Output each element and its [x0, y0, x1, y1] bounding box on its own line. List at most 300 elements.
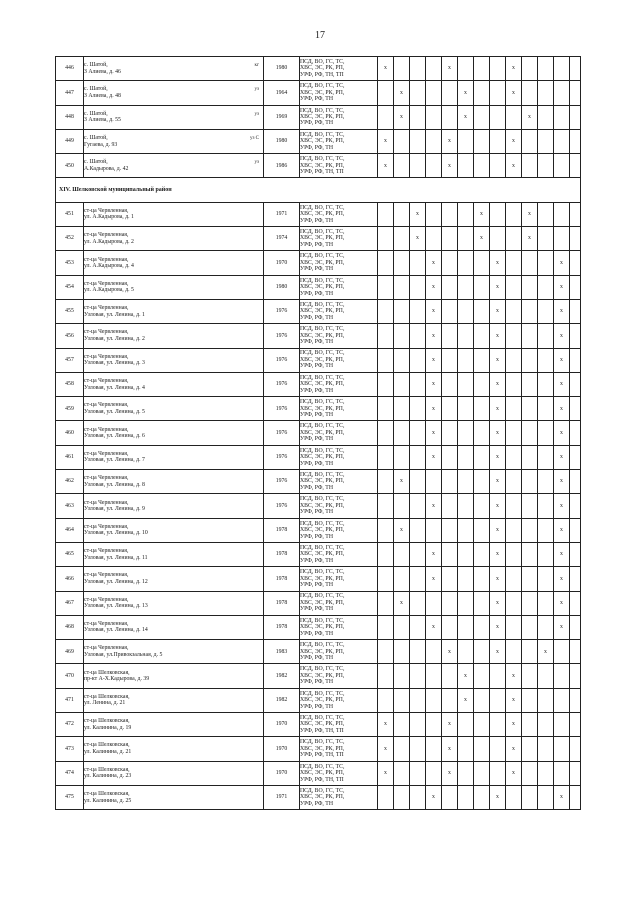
schedule-cell — [410, 688, 426, 712]
year-built: 1983 — [264, 640, 300, 664]
schedule-cell — [458, 567, 474, 591]
works-line: ХВС, ЭС, РК, РП, — [300, 672, 345, 679]
schedule-cell — [442, 737, 458, 761]
schedule-cell — [442, 640, 458, 664]
schedule-cell — [474, 737, 490, 761]
schedule-cell — [458, 664, 474, 688]
schedule-cell — [458, 421, 474, 445]
schedule-cell — [490, 324, 506, 348]
address-line-2: ул. А.Кадырова, д. 4 — [84, 263, 134, 270]
row-number: 455 — [56, 299, 84, 323]
schedule-cell — [522, 615, 538, 639]
year-built: 1980 — [264, 275, 300, 299]
row-number: 471 — [56, 688, 84, 712]
schedule-cell — [458, 785, 474, 809]
schedule-cell — [506, 372, 522, 396]
works-line: ПСД, ВО, ГС, ТС, — [300, 690, 345, 697]
schedule-cell — [378, 57, 394, 81]
check-mark: x — [400, 599, 403, 606]
table-body-before — [56, 57, 581, 178]
check-mark: x — [432, 454, 435, 461]
schedule-cell — [378, 737, 394, 761]
schedule-cell — [490, 494, 506, 518]
year-built: 1976 — [264, 348, 300, 372]
schedule-cell — [442, 470, 458, 494]
schedule-cell — [442, 81, 458, 105]
schedule-cell — [378, 713, 394, 737]
address-line-2: Узловая, ул. Ленина, д. 11 — [84, 554, 148, 561]
schedule-cell — [426, 227, 442, 251]
address-cell — [84, 105, 264, 129]
check-mark: x — [512, 721, 515, 728]
schedule-cell — [538, 299, 554, 323]
address-cell — [84, 324, 264, 348]
works-line: УРФ, РФ, ТН — [300, 679, 334, 686]
address-line-1: ст-ца Червленная, — [84, 305, 129, 312]
schedule-cell — [522, 202, 538, 226]
schedule-cell — [474, 445, 490, 469]
schedule-cell — [538, 664, 554, 688]
check-mark: x — [560, 794, 563, 801]
trailing-cell — [570, 348, 581, 372]
year-built: 1974 — [264, 227, 300, 251]
schedule-cell — [554, 129, 570, 153]
schedule-cell — [410, 251, 426, 275]
trailing-cell — [570, 81, 581, 105]
check-mark: x — [432, 381, 435, 388]
row-number: 456 — [56, 324, 84, 348]
table-row — [56, 567, 581, 591]
works-line: ХВС, ЭС, РК, РП, — [300, 405, 345, 412]
works-list-cell — [300, 591, 378, 615]
schedule-cell — [442, 227, 458, 251]
works-line: УРФ, РФ, ТН — [300, 96, 334, 103]
schedule-cell — [410, 591, 426, 615]
schedule-cell — [506, 542, 522, 566]
schedule-cell — [458, 129, 474, 153]
check-mark: x — [560, 502, 563, 509]
schedule-cell — [378, 542, 394, 566]
schedule-cell — [394, 227, 410, 251]
schedule-cell — [394, 105, 410, 129]
check-mark: x — [432, 405, 435, 412]
schedule-cell — [442, 688, 458, 712]
check-mark: x — [448, 138, 451, 145]
table-row — [56, 713, 581, 737]
works-line: ПСД, ВО, ГС, ТС, — [300, 156, 345, 163]
works-line: ХВС, ЭС, РК, РП, — [300, 381, 345, 388]
address-line-2: пр-кт А-Х.Кадырова, д. 39 — [84, 676, 150, 683]
address-cell — [84, 494, 264, 518]
trailing-cell — [570, 737, 581, 761]
schedule-cell — [506, 785, 522, 809]
works-list-cell — [300, 275, 378, 299]
schedule-cell — [410, 372, 426, 396]
schedule-cell — [378, 640, 394, 664]
table-body-after — [56, 202, 581, 809]
address-line-1: ст-ца Червленная, — [84, 353, 129, 360]
schedule-cell — [442, 372, 458, 396]
schedule-cell — [506, 664, 522, 688]
schedule-cell — [490, 251, 506, 275]
schedule-cell — [426, 324, 442, 348]
works-line: УРФ, РФ, ТН, ТП — [300, 71, 344, 78]
trailing-cell — [570, 615, 581, 639]
works-list-cell — [300, 227, 378, 251]
schedule-cell — [506, 275, 522, 299]
address-line-1: ст-ца Червленная, — [84, 475, 129, 482]
schedule-cell — [426, 348, 442, 372]
works-list-cell — [300, 567, 378, 591]
table-row — [56, 397, 581, 421]
address-line-1: ст-ца Шелковская, — [84, 669, 130, 676]
schedule-cell — [394, 591, 410, 615]
schedule-cell — [410, 470, 426, 494]
check-mark: x — [464, 697, 467, 704]
address-line-2: ул. А.Кадырова, д. 5 — [84, 287, 134, 294]
address-line-2: ул. Ленина, д. 21 — [84, 700, 126, 707]
schedule-cell — [474, 761, 490, 785]
schedule-cell — [426, 372, 442, 396]
check-mark: x — [560, 599, 563, 606]
works-list-cell — [300, 713, 378, 737]
schedule-cell — [554, 761, 570, 785]
schedule-cell — [442, 518, 458, 542]
schedule-cell — [378, 372, 394, 396]
works-line: ХВС, ЭС, РК, РП, — [300, 259, 345, 266]
section-title: XIV. Шелковской муниципальный район — [56, 178, 581, 202]
schedule-cell — [554, 615, 570, 639]
page-number: 17 — [315, 30, 325, 41]
check-mark: x — [560, 405, 563, 412]
address-cell — [84, 615, 264, 639]
year-built: 1976 — [264, 494, 300, 518]
address-cell — [84, 713, 264, 737]
address-line-2: ул. А.Кадырова, д. 1 — [84, 214, 134, 221]
works-line: ПСД, ВО, ГС, ТС, — [300, 326, 345, 333]
check-mark: x — [560, 429, 563, 436]
schedule-cell — [394, 713, 410, 737]
schedule-cell — [506, 713, 522, 737]
works-line: ПСД, ВО, ГС, ТС, — [300, 763, 345, 770]
schedule-cell — [538, 470, 554, 494]
row-number: 467 — [56, 591, 84, 615]
schedule-cell — [538, 81, 554, 105]
trailing-cell — [570, 397, 581, 421]
schedule-cell — [394, 57, 410, 81]
schedule-cell — [410, 154, 426, 178]
section-header-body — [56, 178, 581, 202]
address-line-2: ул. Калинина, д. 19 — [84, 724, 132, 731]
year-built: 1970 — [264, 251, 300, 275]
row-number: 469 — [56, 640, 84, 664]
address-line-1: ст-ца Шелковская, — [84, 766, 130, 773]
schedule-cell — [394, 202, 410, 226]
schedule-cell — [474, 154, 490, 178]
year-built: 1976 — [264, 324, 300, 348]
schedule-cell — [426, 761, 442, 785]
works-line: ПСД, ВО, ГС, ТС, — [300, 399, 345, 406]
schedule-cell — [394, 615, 410, 639]
schedule-cell — [554, 470, 570, 494]
address-cell — [84, 470, 264, 494]
schedule-cell — [490, 421, 506, 445]
year-built: 1976 — [264, 299, 300, 323]
schedule-cell — [490, 615, 506, 639]
schedule-cell — [426, 713, 442, 737]
schedule-cell — [458, 688, 474, 712]
works-line: ПСД, ВО, ГС, ТС, — [300, 107, 345, 114]
address-line-1: ст-ца Червленная, — [84, 207, 129, 214]
works-line: УРФ, РФ, ТН, ТП — [300, 727, 344, 734]
check-mark: x — [496, 599, 499, 606]
row-number: 449 — [56, 129, 84, 153]
schedule-cell — [426, 154, 442, 178]
schedule-cell — [522, 640, 538, 664]
schedule-cell — [378, 445, 394, 469]
works-list-cell — [300, 445, 378, 469]
address-cell — [84, 591, 264, 615]
table-row — [56, 518, 581, 542]
address-tag: уз — [254, 111, 259, 117]
works-line: ХВС, ЭС, РК, РП, — [300, 745, 345, 752]
address-cell — [84, 542, 264, 566]
address-line-2: Узловая, ул. Ленина, д. 5 — [84, 408, 145, 415]
schedule-cell — [506, 202, 522, 226]
works-line: ПСД, ВО, ГС, ТС, — [300, 301, 345, 308]
row-number: 459 — [56, 397, 84, 421]
year-built: 1976 — [264, 470, 300, 494]
schedule-cell — [378, 348, 394, 372]
check-mark: x — [432, 259, 435, 266]
schedule-cell — [410, 494, 426, 518]
address-line-1: ст-ца Червленная, — [84, 232, 129, 239]
schedule-cell — [506, 251, 522, 275]
check-mark: x — [400, 527, 403, 534]
schedule-cell — [522, 227, 538, 251]
schedule-cell — [378, 251, 394, 275]
works-list-cell — [300, 470, 378, 494]
schedule-cell — [490, 688, 506, 712]
schedule-cell — [410, 202, 426, 226]
schedule-cell — [490, 445, 506, 469]
table-row — [56, 640, 581, 664]
works-line: ПСД, ВО, ГС, ТС, — [300, 447, 345, 454]
schedule-cell — [442, 299, 458, 323]
check-mark: x — [432, 794, 435, 801]
address-line-1: ст-ца Червленная, — [84, 280, 129, 287]
schedule-cell — [426, 737, 442, 761]
trailing-cell — [570, 299, 581, 323]
works-line: УРФ, РФ, ТН, ТП — [300, 752, 344, 759]
schedule-cell — [394, 421, 410, 445]
check-mark: x — [496, 332, 499, 339]
address-line-1: ст-ца Червленная, — [84, 329, 129, 336]
schedule-cell — [394, 664, 410, 688]
trailing-cell — [570, 542, 581, 566]
row-number: 451 — [56, 202, 84, 226]
table-row — [56, 57, 581, 81]
works-line: УРФ, РФ, ТН — [300, 655, 334, 662]
row-number: 450 — [56, 154, 84, 178]
schedule-cell — [522, 372, 538, 396]
schedule-cell — [474, 81, 490, 105]
check-mark: x — [560, 381, 563, 388]
schedule-cell — [506, 494, 522, 518]
works-line: ХВС, ЭС, РК, РП, — [300, 624, 345, 631]
schedule-cell — [410, 348, 426, 372]
schedule-cell — [522, 421, 538, 445]
trailing-cell — [570, 421, 581, 445]
address-line-1: с. Шатой, — [84, 62, 108, 69]
trailing-cell — [570, 251, 581, 275]
schedule-cell — [394, 761, 410, 785]
address-cell — [84, 518, 264, 542]
schedule-cell — [458, 105, 474, 129]
schedule-cell — [538, 57, 554, 81]
schedule-cell — [474, 57, 490, 81]
check-mark: x — [416, 235, 419, 242]
schedule-cell — [506, 688, 522, 712]
address-line-2: З Алиева, д. 55 — [84, 117, 121, 124]
address-line-1: с. Шатой, — [84, 135, 108, 142]
schedule-cell — [458, 542, 474, 566]
works-line: УРФ, РФ, ТН — [300, 460, 334, 467]
schedule-cell — [538, 761, 554, 785]
schedule-cell — [538, 105, 554, 129]
works-line: ПСД, ВО, ГС, ТС, — [300, 666, 345, 673]
works-list-cell — [300, 421, 378, 445]
schedule-cell — [426, 688, 442, 712]
row-number: 472 — [56, 713, 84, 737]
schedule-cell — [394, 251, 410, 275]
works-line: УРФ, РФ, ТН — [300, 630, 334, 637]
works-list-cell — [300, 81, 378, 105]
schedule-cell — [522, 542, 538, 566]
address-tag: кг — [254, 63, 259, 69]
table-row — [56, 299, 581, 323]
schedule-cell — [458, 713, 474, 737]
schedule-cell — [490, 227, 506, 251]
row-number: 453 — [56, 251, 84, 275]
check-mark: x — [496, 648, 499, 655]
address-line-2: Узловая, ул. Ленина, д. 13 — [84, 603, 148, 610]
schedule-cell — [426, 202, 442, 226]
schedule-cell — [394, 372, 410, 396]
address-cell — [84, 57, 264, 81]
address-cell — [84, 372, 264, 396]
address-line-1: ст-ца Шелковская, — [84, 693, 130, 700]
schedule-cell — [538, 737, 554, 761]
works-line: УРФ, РФ, ТН, ТП — [300, 776, 344, 783]
trailing-cell — [570, 591, 581, 615]
trailing-cell — [570, 640, 581, 664]
check-mark: x — [496, 575, 499, 582]
row-number: 454 — [56, 275, 84, 299]
table-row — [56, 664, 581, 688]
works-line: УРФ, РФ, ТН — [300, 290, 334, 297]
check-mark: x — [512, 697, 515, 704]
schedule-cell — [394, 81, 410, 105]
works-list-cell — [300, 324, 378, 348]
schedule-cell — [490, 591, 506, 615]
check-mark: x — [512, 65, 515, 72]
schedule-cell — [442, 615, 458, 639]
schedule-cell — [474, 615, 490, 639]
schedule-cell — [394, 299, 410, 323]
works-line: УРФ, РФ, ТН — [300, 217, 334, 224]
schedule-cell — [554, 591, 570, 615]
schedule-cell — [474, 591, 490, 615]
address-cell — [84, 688, 264, 712]
schedule-cell — [490, 737, 506, 761]
schedule-cell — [506, 397, 522, 421]
row-number: 446 — [56, 57, 84, 81]
check-mark: x — [432, 624, 435, 631]
schedule-cell — [410, 737, 426, 761]
check-mark: x — [560, 575, 563, 582]
schedule-cell — [506, 421, 522, 445]
schedule-cell — [474, 299, 490, 323]
year-built: 1976 — [264, 421, 300, 445]
year-built: 1970 — [264, 713, 300, 737]
schedule-cell — [474, 785, 490, 809]
schedule-cell — [410, 615, 426, 639]
trailing-cell — [570, 324, 581, 348]
works-line: ХВС, ЭС, РК, РП, — [300, 332, 345, 339]
works-list-cell — [300, 518, 378, 542]
address-cell — [84, 445, 264, 469]
works-line: ПСД, ВО, ГС, ТС, — [300, 617, 345, 624]
trailing-cell — [570, 275, 581, 299]
check-mark: x — [496, 454, 499, 461]
schedule-cell — [506, 591, 522, 615]
schedule-cell — [426, 129, 442, 153]
check-mark: x — [560, 284, 563, 291]
address-line-1: с. Шатой, — [84, 159, 108, 166]
address-cell — [84, 227, 264, 251]
schedule-cell — [426, 785, 442, 809]
address-tag: уз — [254, 87, 259, 93]
address-line-2: А.Кадырова, д. 42 — [84, 165, 129, 172]
works-line: ХВС, ЭС, РК, РП, — [300, 599, 345, 606]
schedule-cell — [538, 275, 554, 299]
address-cell — [84, 640, 264, 664]
check-mark: x — [416, 211, 419, 218]
schedule-cell — [378, 227, 394, 251]
check-mark: x — [448, 745, 451, 752]
works-line: ПСД, ВО, ГС, ТС, — [300, 204, 345, 211]
check-mark: x — [512, 745, 515, 752]
schedule-cell — [554, 421, 570, 445]
row-number: 452 — [56, 227, 84, 251]
schedule-cell — [474, 372, 490, 396]
schedule-cell — [378, 421, 394, 445]
check-mark: x — [384, 745, 387, 752]
check-mark: x — [432, 502, 435, 509]
schedule-cell — [538, 591, 554, 615]
works-line: УРФ, РФ, ТН — [300, 703, 334, 710]
trailing-cell — [570, 227, 581, 251]
address-cell — [84, 761, 264, 785]
schedule-cell — [394, 397, 410, 421]
trailing-cell — [570, 57, 581, 81]
schedule-cell — [474, 227, 490, 251]
schedule-cell — [394, 640, 410, 664]
schedule-cell — [458, 640, 474, 664]
trailing-cell — [570, 470, 581, 494]
schedule-cell — [458, 275, 474, 299]
